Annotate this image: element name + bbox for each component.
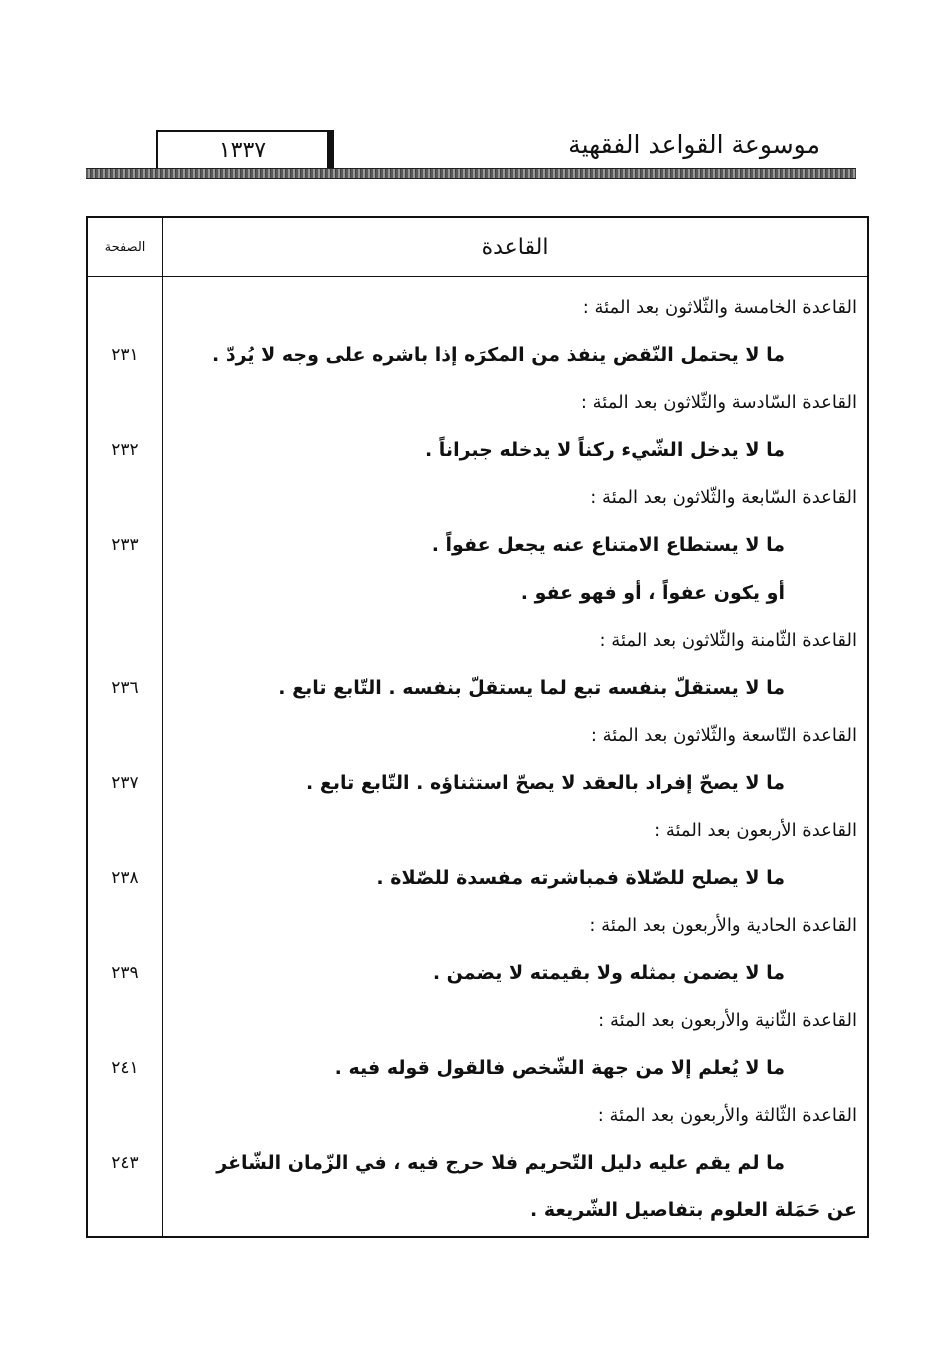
book-title: موسوعة القواعد الفقهية (568, 130, 820, 159)
rule-text: ما لا يحتمل النّقض ينفذ من المكرَه إذا باشره على وجه لا يُردّ . (211, 344, 785, 367)
page-ref (88, 617, 162, 665)
page-ref (88, 712, 162, 760)
rule-heading: القاعدة الحادية والأربعون بعد المئة : (589, 914, 857, 936)
rule-heading: القاعدة التّاسعة والثّلاثون بعد المئة : (590, 724, 857, 746)
page-ref (88, 474, 162, 522)
page-number-box (156, 130, 334, 170)
table-row (88, 379, 867, 427)
table-row (88, 854, 867, 902)
table-row (88, 1044, 867, 1092)
rule-heading: القاعدة الثّامنة والثّلاثون بعد المئة : (599, 629, 857, 651)
table-row (88, 332, 867, 380)
rule-text: أو يكون عفواً ، أو فهو عفو . (520, 581, 785, 604)
page-ref: ٢٣٩ (111, 962, 139, 983)
table-row (88, 664, 867, 712)
toc-table (86, 216, 869, 1238)
rule-text: ما لم يقم عليه دليل التّحريم فلا حرج فيه ، في الزّمان الشّاغر (216, 1151, 785, 1174)
table-row (88, 569, 867, 617)
page-ref: ٢٣٦ (111, 677, 139, 698)
table-row (88, 617, 867, 665)
page-ref (88, 284, 162, 332)
column-header-rule: القاعدة (481, 234, 549, 260)
rule-text: ما لا يصلح للصّلاة فمباشرته مفسدة للصّلاة . (376, 866, 785, 889)
table-row (88, 1187, 867, 1235)
page-ref (88, 997, 162, 1045)
rule-heading: القاعدة السّادسة والثّلاثون بعد المئة : (580, 392, 857, 414)
rule-heading: القاعدة الثّالثة والأربعون بعد المئة : (597, 1104, 857, 1126)
page-ref (88, 1187, 162, 1235)
page-ref: ٢٣٢ (111, 440, 139, 461)
rule-heading: القاعدة الأربعون بعد المئة : (654, 819, 857, 841)
page-ref: ٢٣٣ (111, 535, 139, 556)
rule-heading: القاعدة السّابعة والثّلاثون بعد المئة : (590, 487, 857, 509)
page-ref: ٢٤١ (111, 1057, 139, 1078)
page-number: ١٣٣٧ (218, 137, 267, 163)
table-row (88, 807, 867, 855)
table-row (88, 712, 867, 760)
rule-text: ما لا يصحّ إفراد بالعقد لا يصحّ استثناؤه . التّابع تابع . (306, 771, 785, 794)
page-ref: ٢٣٧ (111, 772, 139, 793)
rule-text: عن حَمَلة العلوم بتفاصيل الشّريعة . (530, 1199, 857, 1222)
rule-text: ما لا يضمن بمثله ولا بقيمته لا يضمن . (432, 961, 785, 984)
table-row (88, 949, 867, 997)
page-ref (88, 807, 162, 855)
running-header (86, 126, 856, 178)
rule-text: ما لا يستطاع الامتناع عنه يجعل عفواً . (431, 534, 785, 557)
page-ref: ٢٣٨ (111, 867, 139, 888)
page-ref (88, 1092, 162, 1140)
page-ref (88, 569, 162, 617)
table-header-row (88, 218, 867, 277)
page-ref: ٢٤٣ (111, 1152, 139, 1173)
table-row (88, 759, 867, 807)
rule-text: ما لا يدخل الشّيء ركناً لا يدخله جبراناً . (424, 439, 785, 462)
page-ref (88, 379, 162, 427)
table-row (88, 284, 867, 332)
table-row (88, 427, 867, 475)
table-row (88, 902, 867, 950)
page-ref (88, 902, 162, 950)
rule-heading: القاعدة الثّانية والأربعون بعد المئة : (598, 1009, 857, 1031)
page-ref: ٢٣١ (111, 345, 139, 366)
table-row (88, 997, 867, 1045)
header-rule (86, 168, 856, 179)
column-header-page: الصفحة (104, 239, 146, 255)
rule-text: ما لا يستقلّ بنفسه تبع لما يستقلّ بنفسه . التّابع تابع . (278, 676, 785, 699)
rule-heading: القاعدة الخامسة والثّلاثون بعد المئة : (582, 297, 857, 319)
table-body (88, 284, 867, 1234)
table-row (88, 522, 867, 570)
table-row (88, 474, 867, 522)
table-row (88, 1092, 867, 1140)
table-row (88, 1139, 867, 1187)
rule-text: ما لا يُعلم إلا من جهة الشّخص فالقول قوله فيه . (334, 1056, 785, 1079)
